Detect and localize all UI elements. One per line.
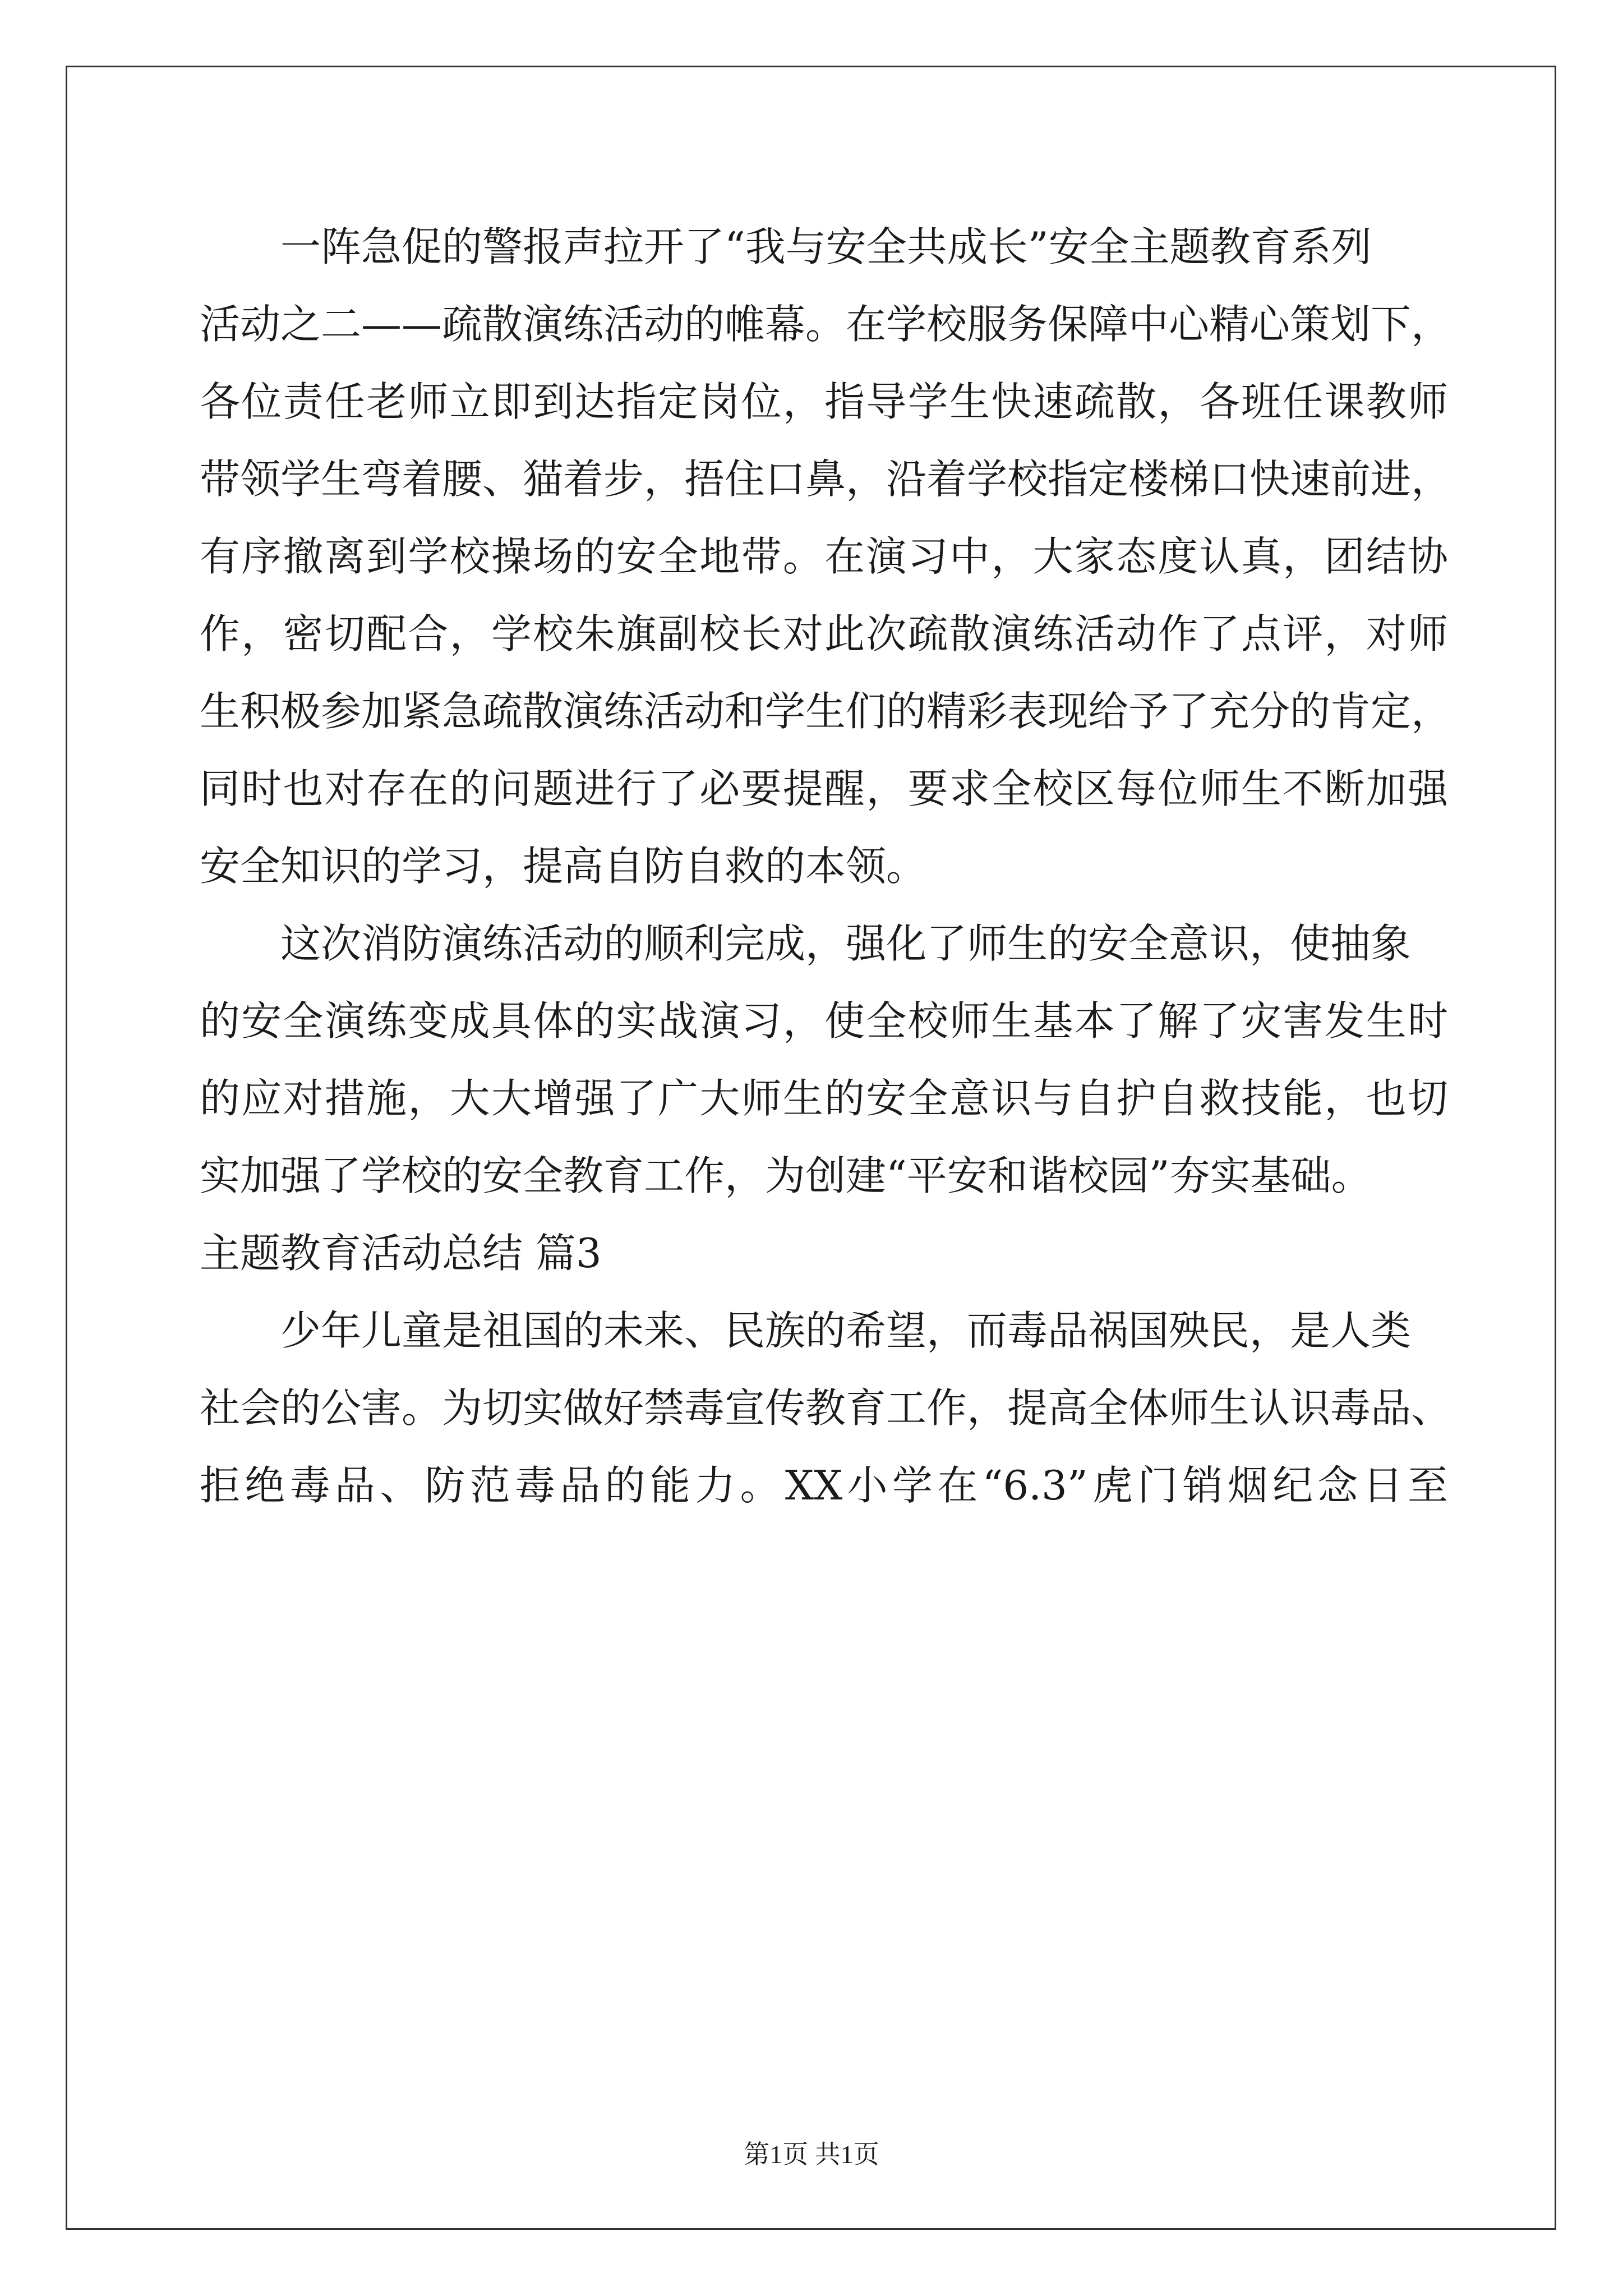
paragraph-1-line-9: 安全知识的学习，提高自防自救的本领。: [200, 843, 927, 890]
paragraph-3-line-3: 拒绝毒品、防范毒品的能力。XX小学在“6.3”虎门销烟纪念日至: [200, 1462, 1448, 1509]
paragraph-1-line-1: 一阵急促的警报声拉开了“我与安全共成长”安全主题教育系列: [280, 223, 1372, 270]
page-footer: 第1页 共1页: [744, 2140, 879, 2169]
paragraph-1-line-5: 有序撤离到学校操场的安全地带。在演习中，大家态度认真，团结协: [200, 533, 1448, 580]
paragraph-3-line-2: 社会的公害。为切实做好禁毒宣传教育工作，提高全体师生认识毒品、: [200, 1384, 1452, 1432]
paragraph-2-line-3: 的应对措施，大大增强了广大师生的安全意识与自护自救技能，也切: [200, 1075, 1448, 1122]
paragraph-2-line-4: 实加强了学校的安全教育工作，为创建“平安和谐校园”夯实基础。: [200, 1152, 1372, 1199]
paragraph-1-line-4: 带领学生弯着腰、猫着步，捂住口鼻，沿着学校指定楼梯口快速前进，: [200, 455, 1452, 503]
section-heading: 主题教育活动总结 篇3: [200, 1230, 602, 1277]
paragraph-2-line-1: 这次消防演练活动的顺利完成，强化了师生的安全意识，使抽象: [280, 920, 1412, 967]
paragraph-1-line-6: 作，密切配合，学校朱旗副校长对此次疏散演练活动作了点评，对师: [200, 610, 1448, 657]
paragraph-1-line-7: 生积极参加紧急疏散演练活动和学生们的精彩表现给予了充分的肯定，: [200, 688, 1452, 735]
paragraph-2-line-2: 的安全演练变成具体的实战演习，使全校师生基本了解了灾害发生时: [200, 997, 1448, 1045]
paragraph-3-line-1: 少年儿童是祖国的未来、民族的希望，而毒品祸国殃民，是人类: [280, 1307, 1412, 1354]
paragraph-1-line-3: 各位责任老师立即到达指定岗位，指导学生快速疏散，各班任课教师: [200, 378, 1448, 425]
paragraph-1-line-8: 同时也对存在的问题进行了必要提醒，要求全校区每位师生不断加强: [200, 765, 1448, 812]
paragraph-1-line-2: 活动之二——疏散演练活动的帷幕。在学校服务保障中心精心策划下，: [200, 301, 1452, 348]
